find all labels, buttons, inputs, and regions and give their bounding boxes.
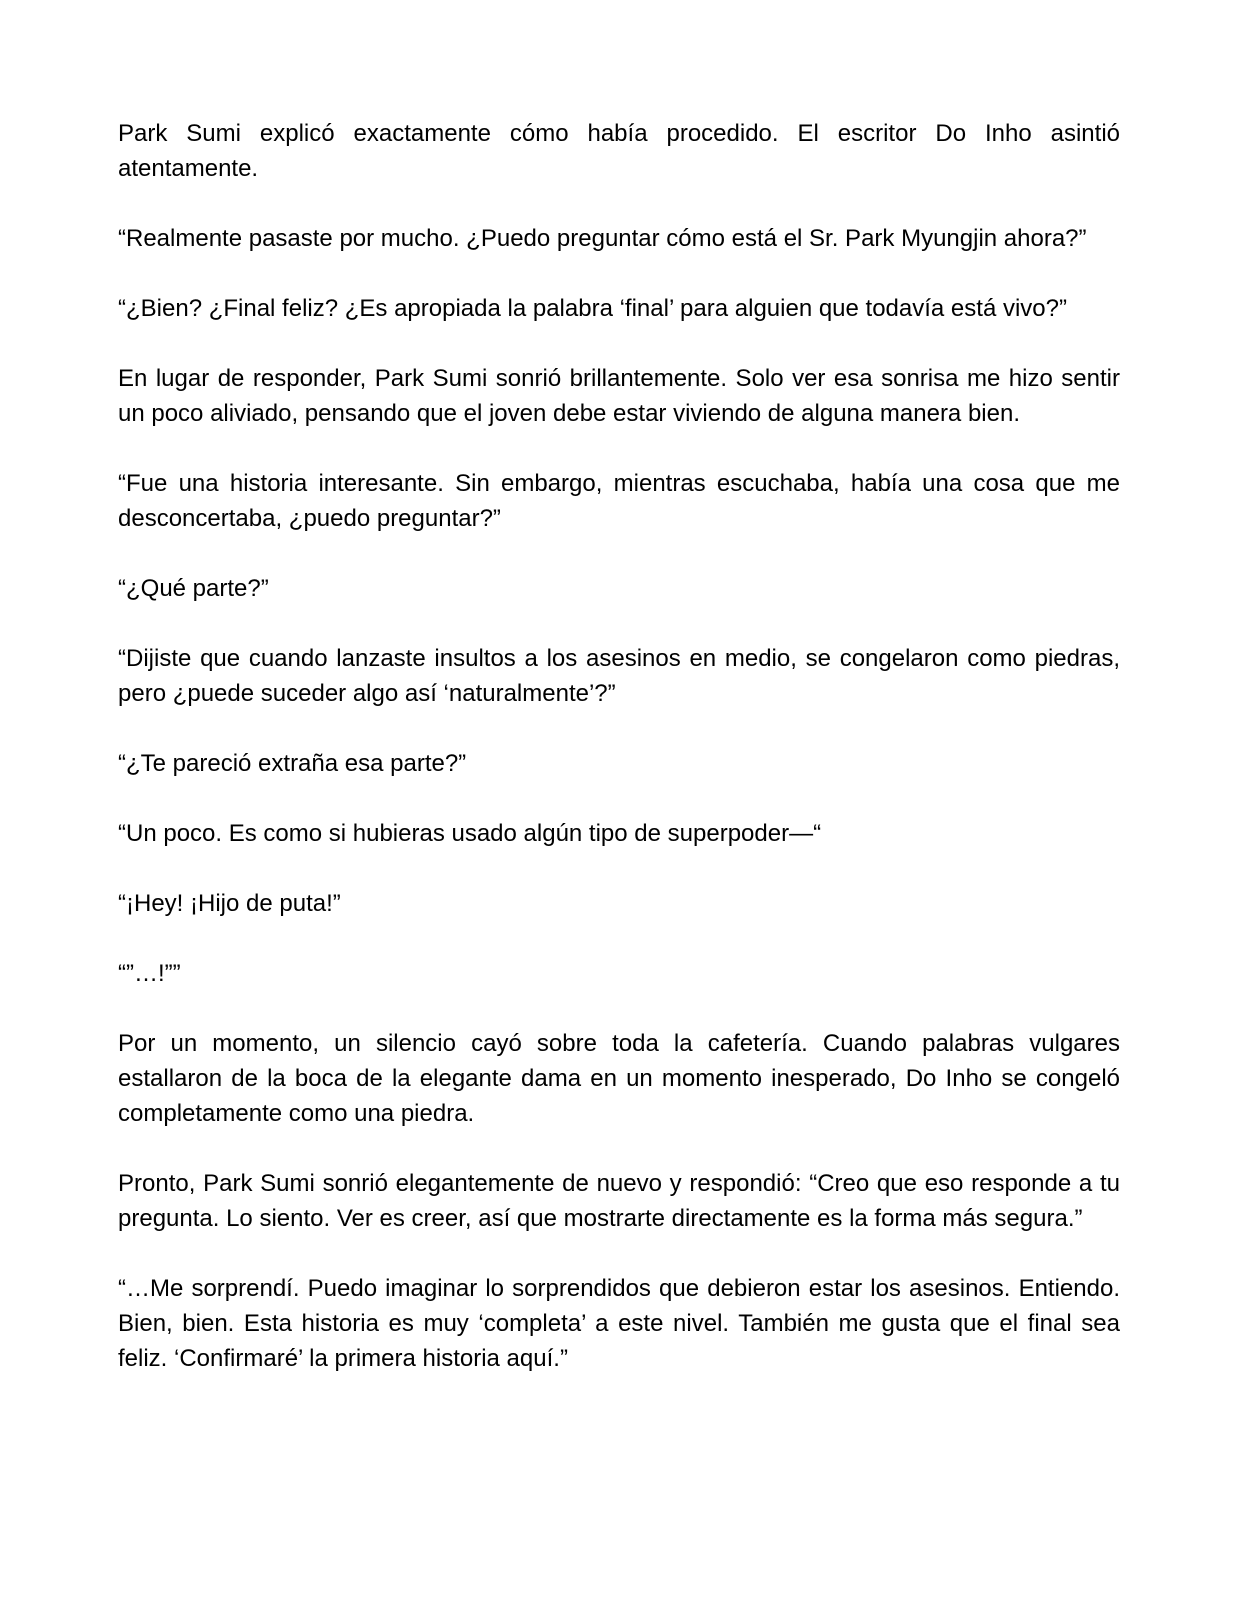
paragraph-12: Por un momento, un silencio cayó sobre toda la cafetería. Cuando palabras vulgares estallaron de la boca de la elegante dama en un momento inesperado, Do Inho se congeló completamente como una piedra. (118, 1030, 1120, 1127)
paragraph-10: “¡Hey! ¡Hijo de puta!” (118, 890, 341, 917)
paragraph-3: “¿Bien? ¿Final feliz? ¿Es apropiada la palabra ‘final’ para alguien que todavía está vivo?” (118, 295, 1067, 322)
paragraph-5: “Fue una historia interesante. Sin embargo, mientras escuchaba, había una cosa que me desconcertaba, ¿puedo preguntar?” (118, 470, 1120, 532)
paragraph-6: “¿Qué parte?” (118, 575, 269, 602)
paragraph-8: “¿Te pareció extraña esa parte?” (118, 750, 467, 777)
paragraph-2: “Realmente pasaste por mucho. ¿Puedo preguntar cómo está el Sr. Park Myungjin ahora?” (118, 225, 1087, 252)
paragraph-9: “Un poco. Es como si hubieras usado algún tipo de superpoder—“ (118, 820, 822, 847)
paragraph-7: “Dijiste que cuando lanzaste insultos a los asesinos en medio, se congelaron como piedras, pero ¿puede suceder algo así ‘naturalmente’?” (118, 645, 1120, 707)
paragraph-4: En lugar de responder, Park Sumi sonrió brillantemente. Solo ver esa sonrisa me hizo sentir un poco aliviado, pensando que el joven debe estar viviendo de alguna manera bien. (118, 365, 1120, 427)
paragraph-13: Pronto, Park Sumi sonrió elegantemente de nuevo y respondió: “Creo que eso responde a tu pregunta. Lo siento. Ver es creer, así que mostrarte directamente es la forma más segura.” (118, 1170, 1120, 1232)
paragraph-14: “…Me sorprendí. Puedo imaginar lo sorprendidos que debieron estar los asesinos. Entiendo. Bien, bien. Esta historia es muy ‘completa’ a este nivel. También me gusta que el final sea feliz. ‘Confirmaré’ la primera historia aquí.” (118, 1275, 1120, 1372)
paragraph-1: Park Sumi explicó exactamente cómo había procedido. El escritor Do Inho asintió atentamente. (118, 120, 1120, 182)
document-body (118, 116, 1120, 1411)
paragraph-11: “”…!”” (118, 960, 181, 987)
